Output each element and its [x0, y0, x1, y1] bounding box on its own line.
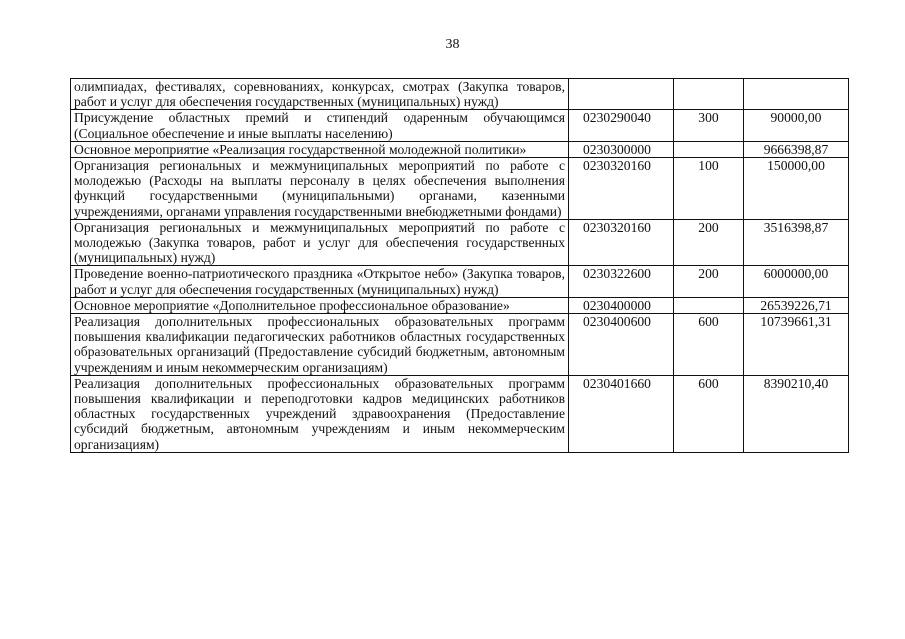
row-name: Присуждение областных премий и стипендий одаренным обучающимся (Социальное обеспечение и иные выплаты населению): [71, 110, 569, 141]
row-expense-type: 600: [674, 314, 744, 376]
row-expense-type: 200: [674, 266, 744, 297]
row-amount: [744, 79, 849, 110]
table-row: [71, 219, 849, 266]
table-row: [71, 79, 849, 110]
row-expense-type: [674, 141, 744, 157]
row-name: Проведение военно-патриотического праздника «Открытое небо» (Закупка товаров, работ и услуг для обеспечения государственных (муниципальных) нужд): [71, 266, 569, 297]
row-amount: 8390210,40: [744, 375, 849, 452]
row-code: 0230401660: [569, 375, 674, 452]
row-amount: 9666398,87: [744, 141, 849, 157]
table-row: [71, 375, 849, 452]
row-expense-type: 200: [674, 219, 744, 266]
row-name: Организация региональных и межмуниципальных мероприятий по работе с молодежью (Расходы на выплаты персоналу в целях обеспечения выполнения функций государственными (муниципальными) органами, казенными учреждениями, органами управления государственными внебюджетными фондами): [71, 158, 569, 220]
row-expense-type: 100: [674, 158, 744, 220]
row-code: 0230300000: [569, 141, 674, 157]
row-name: Реализация дополнительных профессиональных образовательных программ повышения квалификации и переподготовки кадров медицинских работников областных государственных учреждений здравоохранения (Предоставление субсидий бюджетным, автономным учреждениям и иным некоммерческим организациям): [71, 375, 569, 452]
row-expense-type: [674, 297, 744, 313]
row-name: олимпиадах, фестивалях, соревнованиях, конкурсах, смотрах (Закупка товаров, работ и услуг для обеспечения государственных (муниципальных) нужд): [71, 79, 569, 110]
row-code: 0230320160: [569, 219, 674, 266]
row-code: 0230400600: [569, 314, 674, 376]
row-expense-type: 600: [674, 375, 744, 452]
row-amount: 6000000,00: [744, 266, 849, 297]
row-code: [569, 79, 674, 110]
page-number: 38: [445, 37, 460, 52]
row-code: 0230320160: [569, 158, 674, 220]
table-row: [71, 314, 849, 376]
row-expense-type: [674, 79, 744, 110]
table-row: [71, 297, 849, 313]
row-amount: 3516398,87: [744, 219, 849, 266]
budget-table: [70, 78, 849, 453]
row-name: Организация региональных и межмуниципальных мероприятий по работе с молодежью (Закупка товаров, работ и услуг для обеспечения государственных (муниципальных) нужд): [71, 219, 569, 266]
table-row: [71, 141, 849, 157]
row-expense-type: 300: [674, 110, 744, 141]
row-code: 0230400000: [569, 297, 674, 313]
row-name: Основное мероприятие «Реализация государственной молодежной политики»: [71, 141, 569, 157]
row-amount: 90000,00: [744, 110, 849, 141]
row-name: Основное мероприятие «Дополнительное профессиональное образование»: [71, 297, 569, 313]
row-amount: 150000,00: [744, 158, 849, 220]
table-row: [71, 158, 849, 220]
table-row: [71, 266, 849, 297]
row-code: 0230290040: [569, 110, 674, 141]
row-amount: 26539226,71: [744, 297, 849, 313]
table-row: [71, 110, 849, 141]
row-amount: 10739661,31: [744, 314, 849, 376]
row-code: 0230322600: [569, 266, 674, 297]
row-name: Реализация дополнительных профессиональных образовательных программ повышения квалификации педагогических работников областных государственных образовательных организаций (Предоставление субсидий бюджетным, автономным учреждениям и иным некоммерческим организациям): [71, 314, 569, 376]
